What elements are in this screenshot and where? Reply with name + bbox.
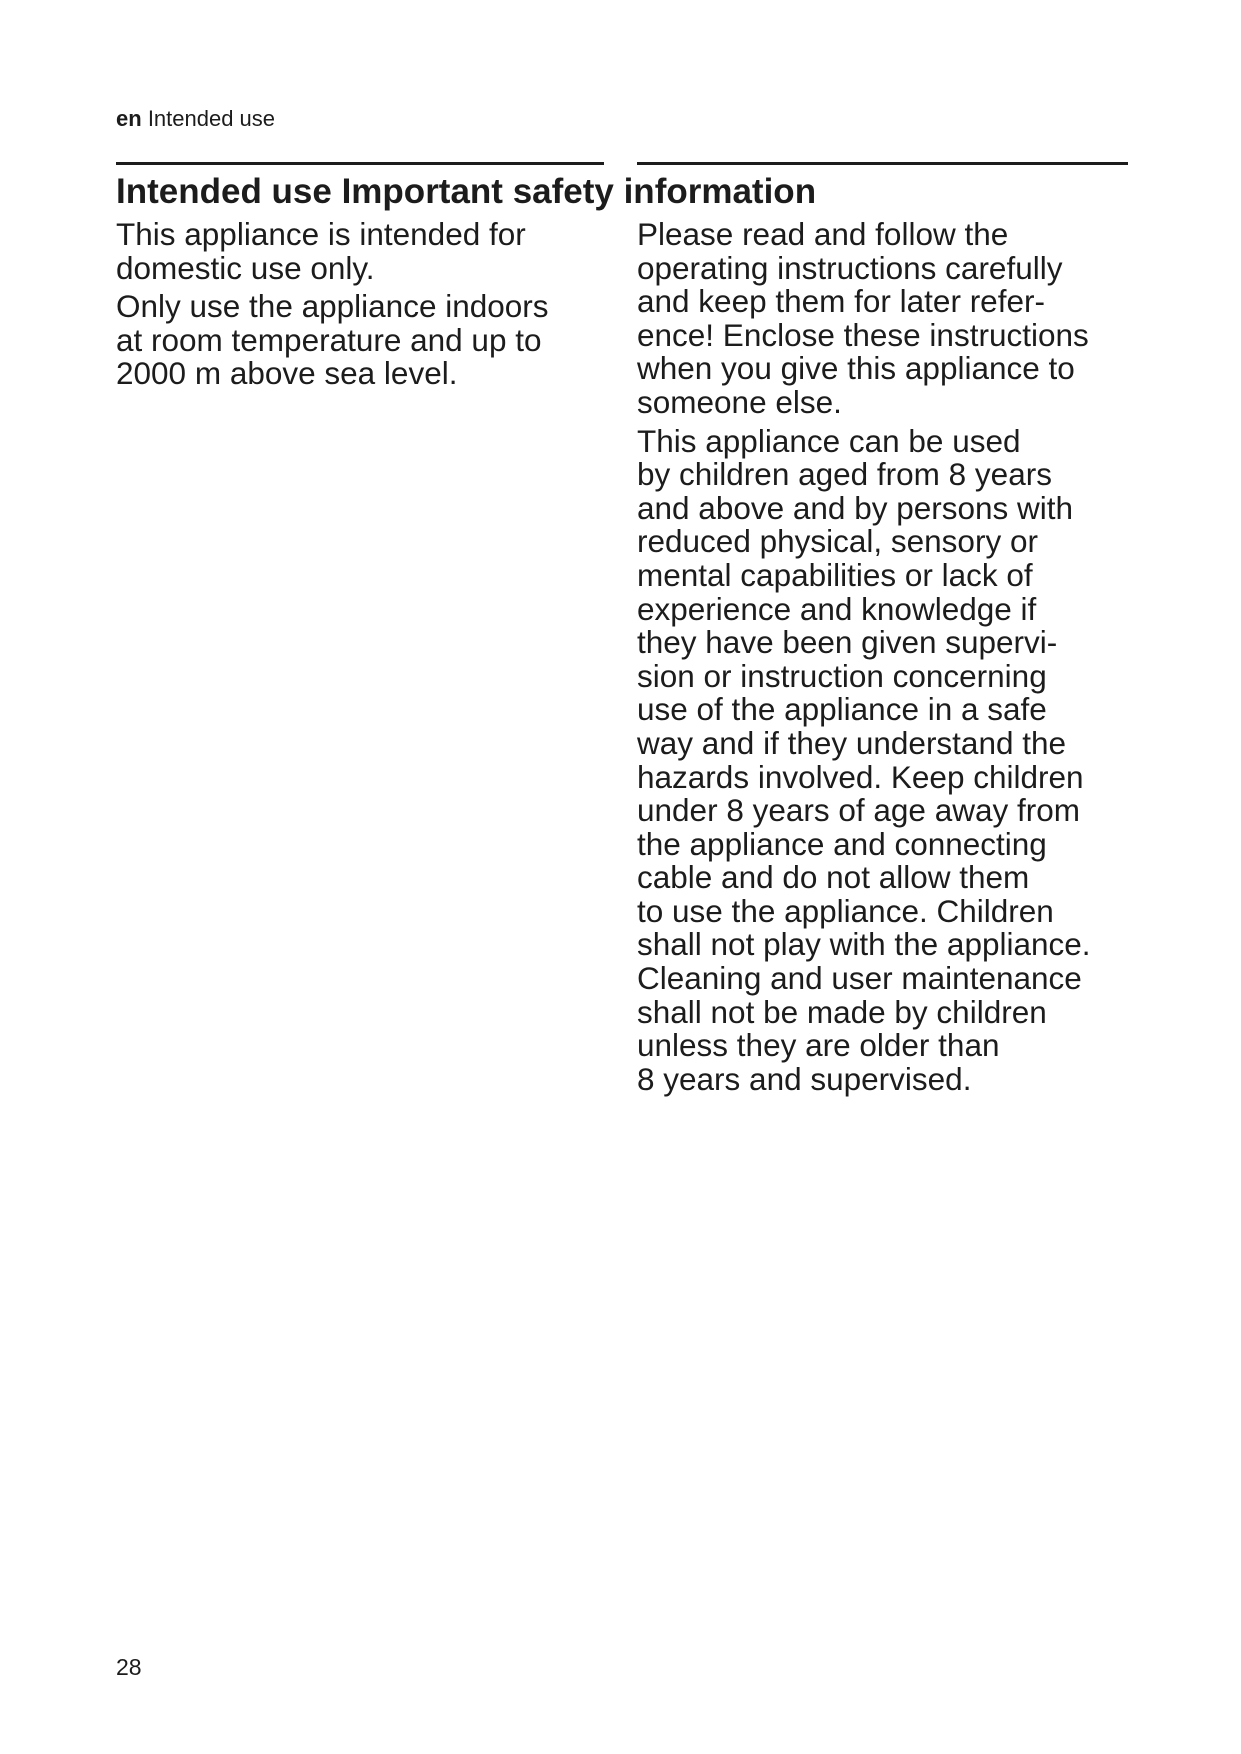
text-line: cable and do not allow them xyxy=(637,859,1030,896)
text-line: use of the appliance in a safe xyxy=(637,691,1047,728)
section-heading: Intended use Important safety information xyxy=(116,172,817,211)
text-line: shall not play with the appliance. xyxy=(637,926,1091,963)
language-code: en xyxy=(116,106,142,131)
left-column xyxy=(116,218,606,396)
text-line: and keep them for later refer- xyxy=(637,283,1045,320)
paragraph-intended-domestic xyxy=(116,218,606,285)
text-line: way and if they understand the xyxy=(637,724,1067,761)
text-line: to use the appliance. Children xyxy=(637,892,1054,929)
paragraph-indoor-use xyxy=(116,290,606,391)
text-line: reduced physical, sensory or xyxy=(637,523,1038,560)
paragraph-read-instructions xyxy=(637,218,1137,420)
paragraph-children-safety xyxy=(637,422,1137,1097)
right-column xyxy=(637,218,1137,1101)
text-line: someone else. xyxy=(637,383,842,420)
text-line: under 8 years of age away from xyxy=(637,792,1080,829)
running-header xyxy=(116,106,275,132)
section-name: Intended use xyxy=(147,106,276,131)
text-line: when you give this appliance to xyxy=(637,350,1075,387)
text-line: sion or instruction concerning xyxy=(637,657,1047,694)
text-line: hazards involved. Keep children xyxy=(637,758,1084,795)
text-line: ence! Enclose these instructions xyxy=(637,316,1089,353)
page-number: 28 xyxy=(116,1654,142,1680)
text-line: experience and knowledge if xyxy=(637,590,1037,627)
right-column-rule xyxy=(637,162,1128,165)
text-line: 2000 m above sea level. xyxy=(116,355,458,392)
text-line: Please read and follow the xyxy=(637,216,1009,252)
text-line: unless they are older than xyxy=(637,1027,1000,1064)
left-column-rule xyxy=(116,162,604,165)
text-line: mental capabilities or lack of xyxy=(637,556,1033,593)
text-line: Only use the appliance indoors xyxy=(116,288,549,325)
text-line: by children aged from 8 years xyxy=(637,456,1052,493)
text-line: This appliance can be used xyxy=(637,422,1021,459)
text-line: and above and by persons with xyxy=(637,489,1074,526)
text-line: shall not be made by children xyxy=(637,993,1047,1030)
text-line: they have been given supervi- xyxy=(637,624,1058,661)
text-line: operating instructions carefully xyxy=(637,249,1063,286)
text-line: domestic use only. xyxy=(116,249,375,286)
text-line: This appliance is intended for xyxy=(116,216,526,252)
text-line: at room temperature and up to xyxy=(116,321,542,358)
text-line: the appliance and connecting xyxy=(637,825,1047,862)
text-line: Cleaning and user maintenance xyxy=(637,960,1082,997)
text-line: 8 years and supervised. xyxy=(637,1060,972,1097)
